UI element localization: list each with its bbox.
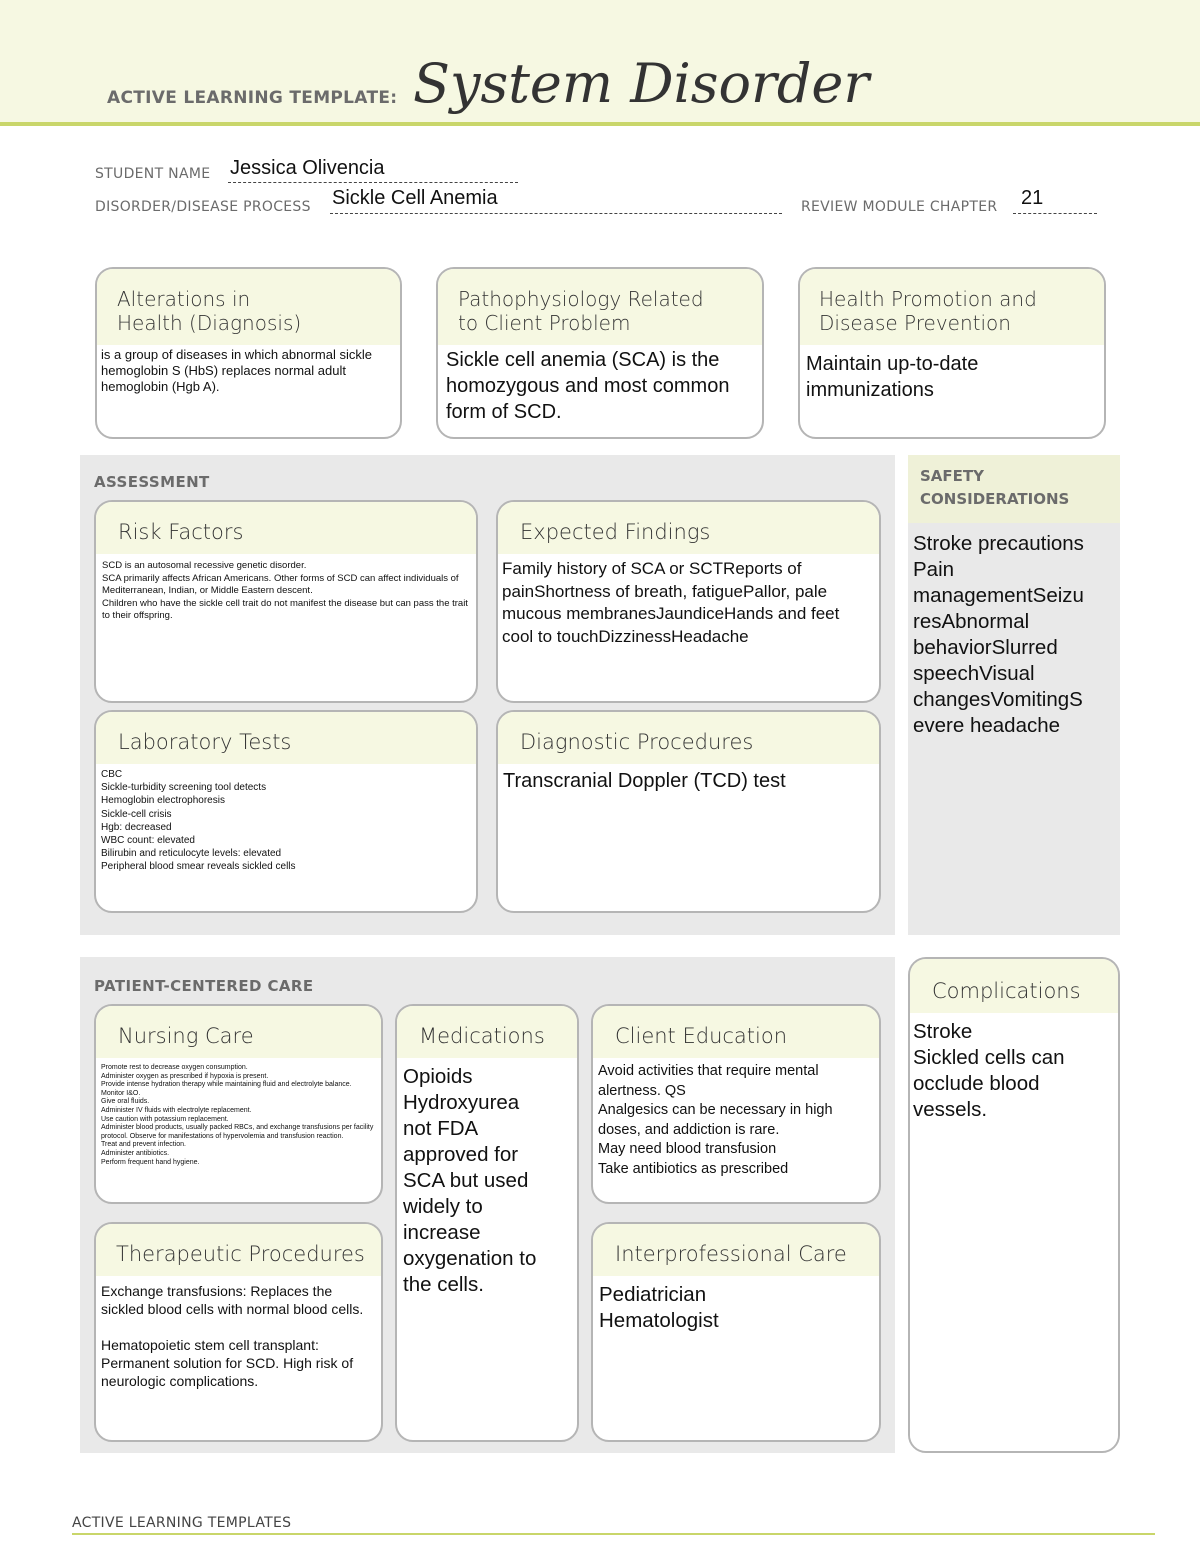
interprofessional-care-body: Pediatrician Hematologist — [599, 1283, 719, 1332]
laboratory-tests-title: Laboratory Tests — [96, 712, 476, 764]
diagnostic-procedures-card — [496, 710, 881, 913]
template-label: ACTIVE LEARNING TEMPLATE: — [107, 88, 398, 108]
chapter-label: REVIEW MODULE CHAPTER — [801, 199, 998, 215]
therapeutic-procedures-title: Therapeutic Procedures — [96, 1224, 381, 1276]
patient-care-label: PATIENT-CENTERED CARE — [94, 977, 314, 995]
alterations-card — [95, 267, 402, 439]
client-education-title: Client Education — [593, 1006, 879, 1058]
safety-body: Stroke precautions Pain managementSeizu resAbnormal behaviorSlurred speechVisual changesVomitingS evere headache — [913, 532, 1084, 737]
disorder-label: DISORDER/DISEASE PROCESS — [95, 199, 311, 215]
health-promotion-title: Health Promotion and Disease Prevention — [800, 269, 1104, 345]
nursing-care-body: Promote rest to decrease oxygen consumption. Administer oxygen as prescribed if hypoxia is present. Provide intense hydration therapy while maintaining fluid and electrolyte balance. Monitor I&O. Give oral fluids. Administer IV fluids with electrolyte replacement. Use caution with potassium replacement. Administer blood products, usually packed RBCs, and exchange transfusions per facility protocol. Observe for manifestations of hypervolemia and transfusion reaction. Treat and prevent infection. Administer antibiotics. Perform frequent hand hygiene. — [101, 1064, 374, 1166]
medications-title: Medications — [397, 1006, 577, 1058]
assessment-label: ASSESSMENT — [94, 473, 210, 491]
nursing-care-title: Nursing Care — [96, 1006, 381, 1058]
complications-card — [908, 957, 1120, 1453]
disorder-value[interactable]: Sickle Cell Anemia — [332, 187, 498, 209]
chapter-value[interactable]: 21 — [1021, 187, 1044, 209]
page-title: System Disorder — [413, 52, 870, 115]
interprofessional-care-title: Interprofessional Care — [593, 1224, 879, 1276]
footer-text: ACTIVE LEARNING TEMPLATES — [72, 1515, 292, 1531]
risk-factors-card — [94, 500, 478, 703]
assessment-panel — [80, 455, 895, 935]
student-name-underline — [228, 182, 518, 183]
header-rule — [0, 122, 1200, 126]
patient-care-panel — [80, 957, 895, 1453]
pathophysiology-body: Sickle cell anemia (SCA) is the homozygous and most common form of SCD. — [446, 349, 730, 423]
complications-body: Stroke Sickled cells can occlude blood vessels. — [910, 1013, 1118, 1453]
laboratory-tests-card — [94, 710, 478, 913]
client-education-body: Avoid activities that require mental alertness. QS Analgesics can be necessary in high doses, and addiction is rare. May need blood transfusion Take antibiotics as prescribed — [598, 1063, 833, 1177]
student-name-label: STUDENT NAME — [95, 166, 211, 182]
interprofessional-care-card — [591, 1222, 881, 1442]
diagnostic-procedures-title: Diagnostic Procedures — [498, 712, 879, 764]
expected-findings-title: Expected Findings — [498, 502, 879, 554]
disorder-underline — [330, 213, 782, 214]
safety-panel — [908, 455, 1120, 935]
chapter-underline — [1013, 213, 1097, 214]
medications-body: Opioids Hydroxyurea not FDA approved for SCA but used widely to increase oxygenation to the cells. — [403, 1065, 537, 1296]
expected-findings-card — [496, 500, 881, 703]
health-promotion-card — [798, 267, 1106, 439]
alterations-title: Alterations in Health (Diagnosis) — [97, 269, 400, 345]
pathophysiology-title: Pathophysiology Related to Client Problem — [438, 269, 762, 345]
therapeutic-procedures-card — [94, 1222, 383, 1442]
client-education-card — [591, 1004, 881, 1204]
risk-factors-title: Risk Factors — [96, 502, 476, 554]
safety-label: SAFETY CONSIDERATIONS — [908, 455, 1120, 523]
complications-title: Complications — [910, 959, 1118, 1013]
medications-card — [395, 1004, 579, 1442]
student-name-value[interactable]: Jessica Olivencia — [230, 157, 385, 179]
expected-findings-body: Family history of SCA or SCTReports of painShortness of breath, fatiguePallor, pale mucous membranesJaundiceHands and feet cool to touchDizzinessHeadache — [502, 559, 840, 646]
health-promotion-body: Maintain up-to-date immunizations — [806, 353, 979, 401]
risk-factors-body: SCD is an autosomal recessive genetic disorder. SCA primarily affects African Americans. Other forms of SCD can affect individuals of Mediterranean, Indian, or Middle Eastern descent. Children who have the sickle cell trait do not manifest the disease but can pass the trait to their offspring. — [102, 560, 468, 621]
therapeutic-procedures-body: Exchange transfusions: Replaces the sickled blood cells with normal blood cells. Hematopoietic stem cell transplant: Permanent solution for SCD. High risk of neurologic complications. — [101, 1283, 364, 1389]
diagnostic-procedures-body: Transcranial Doppler (TCD) test — [503, 770, 786, 792]
laboratory-tests-body: CBC Sickle-turbidity screening tool detects Hemoglobin electrophoresis Sickle-cell crisis Hgb: decreased WBC count: elevated Bilirubin and reticulocyte levels: elevated Peripheral blood smear reveals sickled cells — [101, 769, 296, 873]
pathophysiology-card — [436, 267, 764, 439]
nursing-care-card — [94, 1004, 383, 1204]
alterations-body: is a group of diseases in which abnormal sickle hemoglobin S (HbS) replaces normal adult hemoglobin (Hgb A). — [101, 347, 372, 394]
footer-rule — [72, 1533, 1155, 1535]
